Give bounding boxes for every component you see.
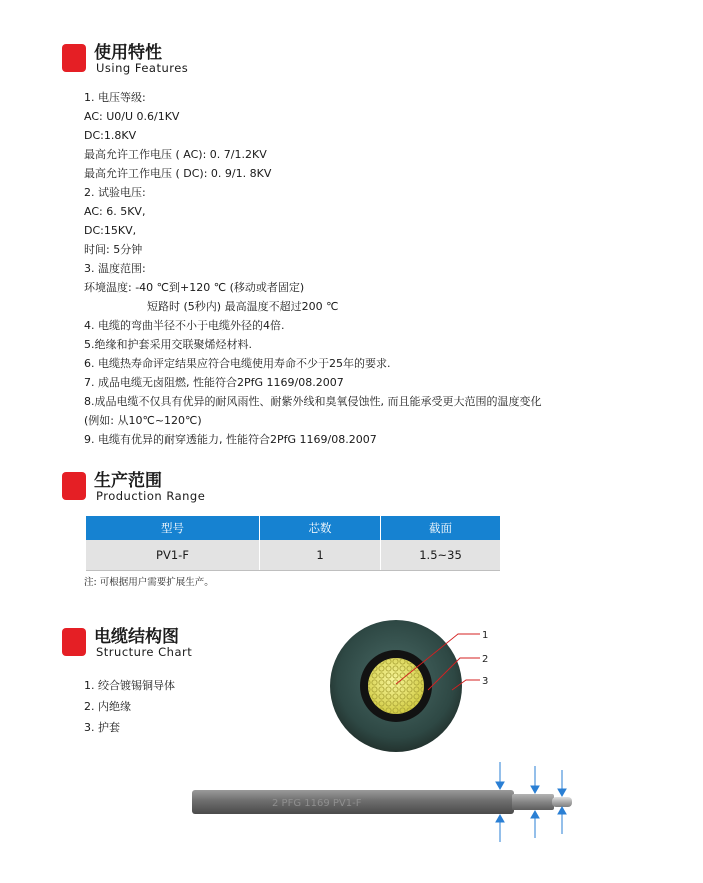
- feature-line: DC:15KV,: [84, 224, 137, 237]
- feature-line: 6. 电缆热寿命评定结果应符合电缆使用寿命不少于25年的要求.: [84, 357, 391, 370]
- feature-line: DC:1.8KV: [84, 129, 137, 142]
- callout-label: 1: [482, 630, 489, 641]
- feature-line: 8.成品电缆不仅具有优异的耐风雨性、耐紫外线和臭氧侵蚀性, 而且能承受更大范围的温度变化: [84, 395, 542, 408]
- cable-cross-section: [330, 620, 462, 752]
- feature-line: 5.绝缘和护套采用交联聚烯烃材料.: [84, 338, 252, 351]
- feature-line: 1. 电压等级:: [84, 91, 146, 104]
- section-title: 使用特性: [94, 43, 162, 63]
- feature-line: (例如: 从10℃~120℃): [84, 414, 202, 427]
- callout-label: 3: [482, 676, 489, 687]
- feature-line: 最高允许工作电压 ( AC): 0. 7/1.2KV: [84, 148, 267, 161]
- cable-conductor: [552, 797, 572, 807]
- section-title: 电缆结构图: [94, 627, 179, 647]
- section-subtitle: Production Range: [96, 489, 206, 503]
- cell-cores: 1: [260, 540, 381, 571]
- feature-line: 3. 温度范围:: [84, 262, 146, 275]
- header-model: 型号: [86, 516, 260, 540]
- structure-item: 3. 护套: [84, 721, 120, 734]
- section-title: 生产范围: [94, 471, 162, 491]
- structure-item: 1. 绞合镀锡铜导体: [84, 679, 175, 692]
- feature-line: 4. 电缆的弯曲半径不小于电缆外径的4倍.: [84, 319, 285, 332]
- cable-insulation: [512, 794, 554, 810]
- feature-line: 2. 试验电压:: [84, 186, 146, 199]
- feature-line: 环境温度: -40 ℃到+120 ℃ (移动或者固定): [84, 281, 305, 294]
- feature-line: 9. 电缆有优异的耐穿透能力, 性能符合2PfG 1169/08.2007: [84, 433, 377, 446]
- structure-item: 2. 内绝缘: [84, 700, 131, 713]
- cable-print: 2 PFG 1169 PV1-F: [272, 798, 362, 809]
- feature-line: AC: U0/U 0.6/1KV: [84, 110, 180, 123]
- cell-section: 1.5~35: [381, 540, 501, 571]
- cable-side-view: [192, 790, 572, 814]
- feature-line: 短路时 (5秒内) 最高温度不超过200 ℃: [147, 300, 339, 313]
- callout-label: 2: [482, 654, 489, 665]
- feature-line: 时间: 5分钟: [84, 243, 143, 256]
- section-subtitle: Structure Chart: [96, 645, 193, 659]
- header-cores: 芯数: [260, 516, 381, 540]
- feature-line: 7. 成品电缆无卤阻燃, 性能符合2PfG 1169/08.2007: [84, 376, 344, 389]
- section-subtitle: Using Features: [96, 61, 189, 75]
- feature-line: 最高允许工作电压 ( DC): 0. 9/1. 8KV: [84, 167, 272, 180]
- feature-line: AC: 6. 5KV,: [84, 205, 146, 218]
- table-note: 注: 可根据用户需要扩展生产。: [84, 577, 214, 588]
- cell-model: PV1-F: [86, 540, 260, 571]
- header-section: 截面: [381, 516, 501, 540]
- conductor-strands: [368, 658, 424, 714]
